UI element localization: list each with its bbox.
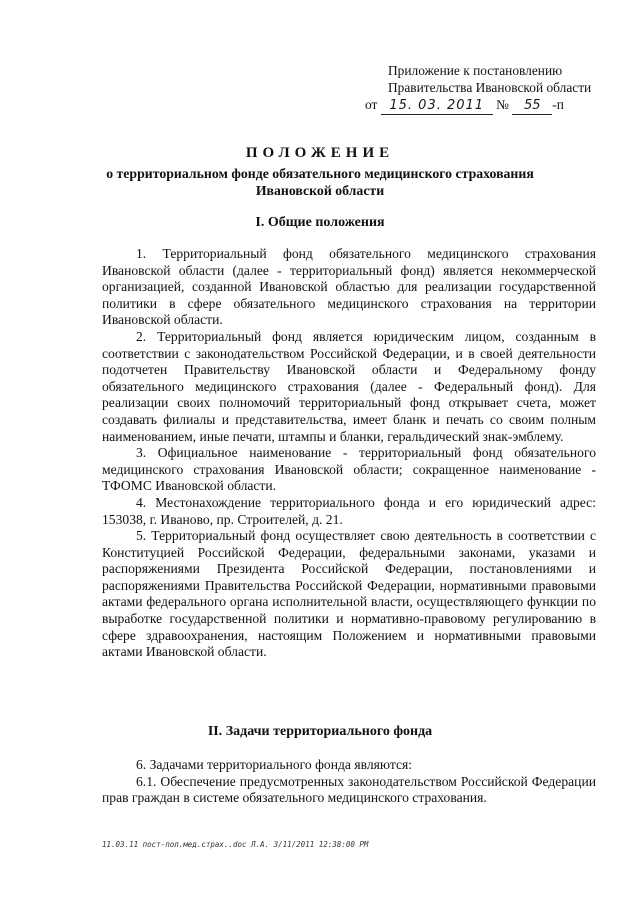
appendix-header	[350, 62, 610, 115]
from-label: от	[365, 97, 378, 112]
section-1-body	[102, 246, 596, 661]
paragraph-5: 5. Территориальный фонд осуществляет свою деятельность в соответствии с Конституцией Российской Федерации, федеральными законами, указами и распоряжениями Президента Российской Федерации, постановлениями и распоряжениями Правительства Российской Федерации, нормативными правовыми актами федерального органа исполнительной власти, осуществляющего функции по выработке государственной политики и нормативно-правовому регулированию в сфере здравоохранения, настоящим Положением и нормативными правовыми актами Ивановской области.	[102, 528, 596, 660]
document-subtitle	[0, 165, 640, 199]
paragraph-2: 2. Территориальный фонд является юридическим лицом, созданным в соответствии с законодательством Российской Федерации, и в своей деятельности подотчетен Правительству Ивановской области и Федеральному фонду обязательного медицинского страхования (далее - Федеральный фонд). Для реализации своих полномочий территориальный фонд открывает счета, может создавать филиалы и представительства, имеет бланк и печать со своим полным наименованием, иные печати, штампы и бланки, геральдический знак-эмблему.	[102, 328, 596, 444]
paragraph-1: 1. Территориальный фонд обязательного медицинского страхования Ивановской области (далее - территориальный фонд) является некоммерческой организацией, созданной Ивановской областью для реализации государственной политики в сфере обязательного медицинского страхования на территории Ивановской области.	[102, 246, 596, 328]
file-footer: 11.03.11 пост-пол.мед.страх..doc Л.А. 3/11/2011 12:38:00 PM	[102, 840, 369, 849]
handwritten-number: 55	[512, 97, 552, 115]
number-label: №	[496, 97, 509, 112]
section-1-heading: I. Общие положения	[255, 215, 385, 230]
number-suffix: -п	[552, 97, 564, 112]
paragraph-6: 6. Задачами территориального фонда являются:	[136, 757, 413, 772]
appendix-line-1: Приложение к постановлению	[388, 63, 563, 78]
section-2-body	[102, 757, 596, 807]
document-title: ПОЛОЖЕНИЕ	[245, 145, 395, 161]
paragraph-6-1: 6.1. Обеспечение предусмотренных законодательством Российской Федерации прав граждан в системе обязательного медицинского страхования.	[102, 773, 596, 806]
paragraph-4: 4. Местонахождение территориального фонда и его юридический адрес: 153038, г. Иваново, пр. Строителей, д. 21.	[102, 494, 596, 527]
appendix-line-2: Правительства Ивановской области	[388, 80, 592, 95]
appendix-date-line	[350, 96, 610, 115]
section-2-heading: II. Задачи территориального фонда	[207, 724, 433, 739]
subtitle-line-2: Ивановской области	[255, 183, 385, 198]
subtitle-line-1: о территориальном фонде обязательного медицинского страхования	[106, 166, 534, 181]
handwritten-date: 15. 03. 2011	[381, 97, 493, 115]
paragraph-3: 3. Официальное наименование - территориальный фонд обязательного медицинского страхования Ивановской области; сокращенное наименование - ТФОМС Ивановской области.	[102, 445, 596, 494]
